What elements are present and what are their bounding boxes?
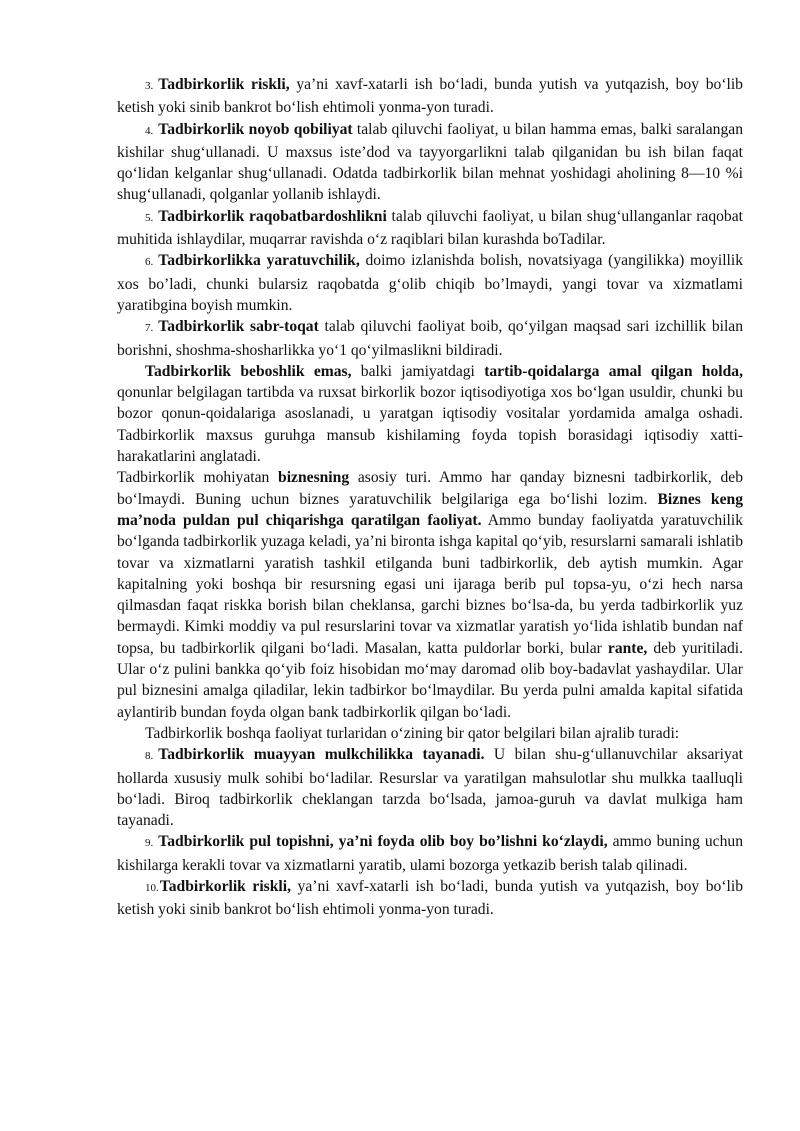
bold-term: Tadbirkorlik riskli, [158,76,290,93]
item-number: 4. [145,124,154,137]
bold-term: Tadbirkorlik noyob qobiliyat [158,120,353,138]
paragraph-text: ammo buning uchun kishilarga kerakli tovar va xizmatlarni yaratib, ulami bozorga yetkazib berish talab qilinadi. [117,833,743,874]
bold-term: Tadbirkorlikka yaratuvchilik, [158,252,360,270]
paragraph-biznes [117,467,743,723]
paragraph-item-7 [117,316,743,361]
item-number: 7. [145,322,154,335]
paragraph-item-6 [117,250,743,316]
item-number: 9. [145,837,154,850]
item-number: 6. [145,256,154,269]
item-number: 8. [145,750,154,763]
paragraph-item-5 [117,206,743,251]
paragraph-text: talab qiluvchi faoliyat, u bilan hamma emas, balki saralangan kishilar shug‘ullanadi. U maxsus iste’dod va tayyorgarlikni talab qilganidan bu ish bilan faqat qo‘lidan kelganlar shug‘ullanadi. Odatda tadbirkorlik bilan mehnat yoshidagi aholining 8—10 %i shug‘ullanadi, qolganlar yollanib ishlaydi. [117,120,743,204]
bold-term: Tadbirkorlik pul topishni, ya’ni foyda olib boy bo’lishni ko‘zlaydi, [158,833,608,851]
bold-term: Biznes keng ma’noda puldan pul chiqarishga qaratilgan faoliyat. [117,490,743,529]
paragraph-text: balki jamiyatdagi [351,362,485,380]
paragraph-text: Tadbirkorlik boshqa faoliyat turlaridan o‘zining bir qator belgilari bilan ajralib turadi: [145,724,680,742]
paragraph-text: talab qiluvchi faoliyat, u bilan shug‘ullanganlar raqobat muhitida ishlaydilar, muqarrar ravishda o‘z raqiblari bilan kurashda boTadilar. [117,207,743,249]
bold-term: Tadbirkorlik sabr-toqat [158,318,319,336]
paragraph-item-9 [117,831,743,876]
bold-term: tartib-qoidalarga amal qilgan holda, [484,362,743,380]
paragraph-item-10 [117,876,743,921]
paragraph-text: talab qiluvchi faoliyat boib, qo‘yilgan maqsad sari izchillik bilan borishni, shoshma-shosharlikka yo‘1 qo‘yilmaslikni bildiradi. [117,318,744,359]
paragraph-text: ya’ni xavf-xatarli ish bo‘ladi, bunda yutish va yutqazish, boy bo‘lib ketish yoki sinib bankrot bo‘lish ehtimoli yonma-yon turadi. [117,877,743,919]
bold-term: Tadbirkorlik muayyan mulkchilikka tayanadi. [158,746,485,764]
document-page [117,74,743,921]
bold-term: Tadbirkorlik raqobatbardoshlikni [158,207,387,225]
paragraph-item-4 [117,119,743,206]
paragraph-beboshlik [117,361,743,467]
paragraph-text: doimo izlanishda bolish, novatsiyaga (yangilikka) moyillik xos bo’ladi, chunki bularsiz raqobatda g‘olib chiqib bo’lmaydi, yangi tovar va xizmatlami yaratibgina boyish mumkin. [117,252,743,314]
item-number: 5. [145,211,154,224]
paragraph-text: Tadbirkorlik mohiyatan [117,469,279,487]
paragraph-text: U bilan shu-g‘ullanuvchilar aksariyat hollarda xususiy mulk sohibi bo‘ladilar. Resurslar va yaratilgan mahsulotlar shu mulkka taalluqli bo‘ladi. Biroq tadbirkorlik cheklangan tarzda bo‘lsada, jamoa-guruh va davlat mulkiga ham tayanadi. [117,746,743,830]
paragraph-item-3 [117,74,743,119]
paragraph-text: Ammo bunday faoliyatda yaratuvchilik bo‘lganda tadbirkorlik yuzaga keladi, ya’ni bironta ishga kapital qo‘yib, resurslarni samarali ishlatib tovar va xizmatlarni yaratish tashkil etilganda buni tadbirkorlik, deb aytish mumkin. Agar kapitalning yoki boshqa bir resursning egasi uni ijaraga berib pul topsa-yu, o‘zi hech narsa qilmasdan faqat riskka borish bilan cheklansa, garchi biznes bo‘lsa-da, bu yerda tadbirkorlik yuz bermaydi. Kimki moddiy va pul resurslarini tovar va xizmatlar yaratish yo‘lida ishlatib bundan naf topsa, bu tadbirkorlik qilgani bo‘ladi. Masalan, katta puldorlar borki, bular [117,511,743,657]
bold-term: rante, [607,639,648,657]
paragraph-item-8 [117,744,743,831]
paragraph-text: deb yuritiladi. Ular o‘z pulini bankka qo‘yib foiz hisobidan mo‘may daromad olib boy-badavlat yashaydilar. Ular pul biznesini amalga qiladilar, lekin tadbirkor bo‘lmaydilar. Bu yerda pulni amalda kapital sifatida aylantirib bundan foyda olgan bank tadbirkorlik qilgan bo‘ladi. [117,639,743,721]
paragraph-text: asosiy turi. Ammo har qanday biznesni tadbirkorlik, deb bo‘lmaydi. Buning uchun biznes yaratuvchilik belgilariga ega bo‘lishi lozim. [117,469,743,508]
bold-term: biznesning [278,469,350,487]
paragraph-text: ya’ni xavf-xatarli ish bo‘ladi, bunda yutish va yutqazish, boy bo‘lib ketish yoki sinib bankrot bo‘lish ehtimoli yonma-yon turadi. [117,76,743,117]
paragraph-belgilar-intro [117,723,743,744]
item-number: 10. [145,881,159,894]
paragraph-text: qonunlar belgilagan tartibda va ruxsat birkorlik bozor iqtisodiyotiga xos bo‘lgan usuldir, chunki bu bozor qonun-qoidalariga asoslanadi, u yaratgan iqtisodiy vositalar yordamida amalga oshadi. Tadbirkorlik maxsus guruhga mansub kishilaming foyda topish borasidagi iqtisodiy xatti-harakatlarini anglatadi. [117,384,743,466]
bold-term: Tadbirkorlik riskli, [159,877,291,895]
item-number: 3. [145,80,154,92]
bold-term: Tadbirkorlik beboshlik emas, [145,362,352,380]
